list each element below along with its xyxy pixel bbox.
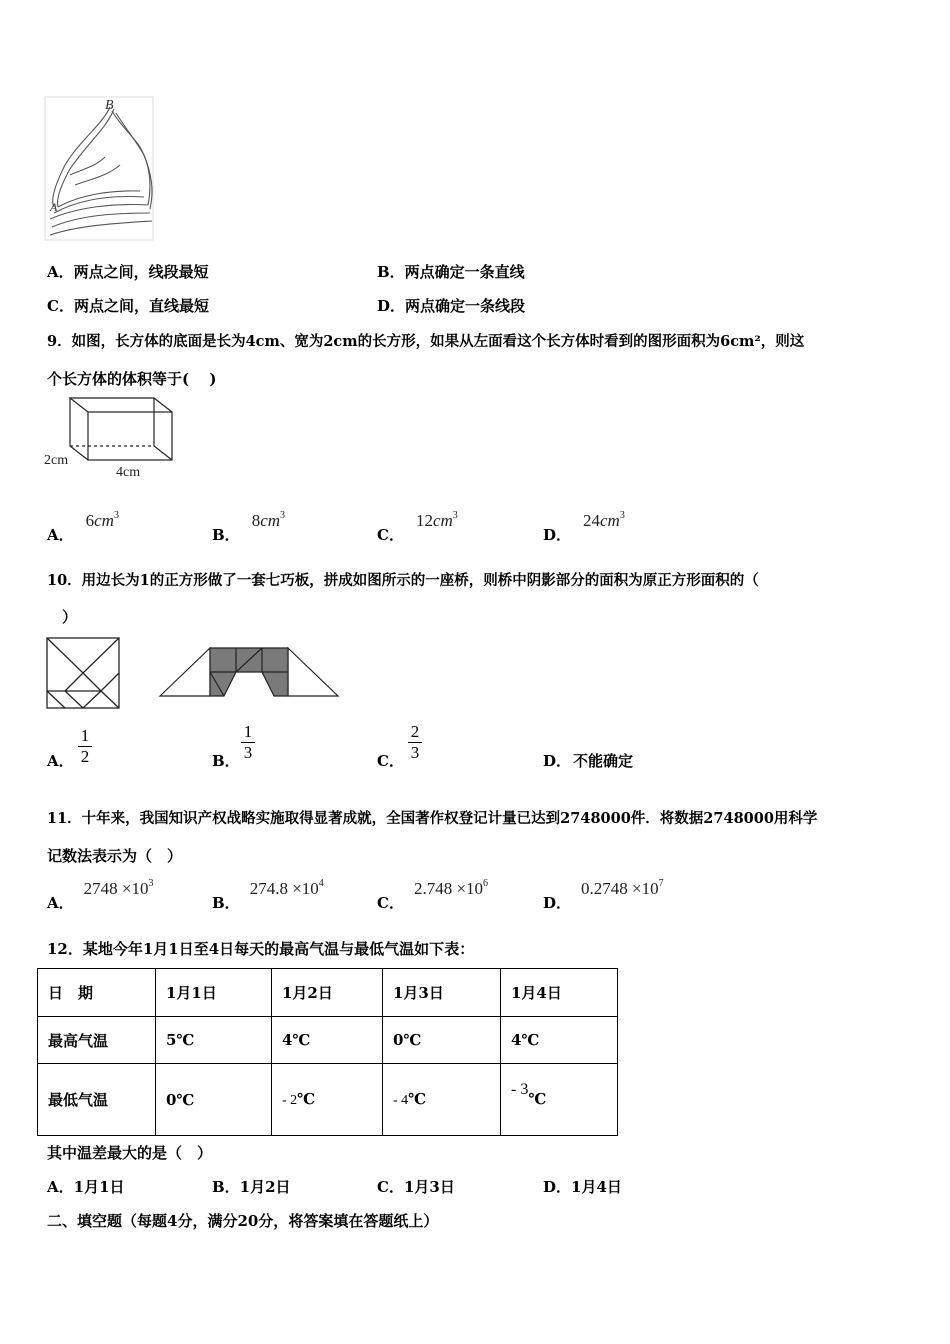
table-header-cell: 1月1日 — [156, 969, 272, 1017]
table-row — [38, 969, 618, 1017]
q8-option-b[interactable]: B．两点确定一条直线 — [377, 263, 525, 281]
table-row — [38, 1064, 618, 1136]
table-header-cell: 日 期 — [38, 969, 156, 1017]
q12-question: 其中温差最大的是（ ） — [47, 1144, 213, 1162]
q10-option-c[interactable]: C． 2 3 — [377, 722, 437, 772]
q12-stem: 12．某地今年1月1日至4日每天的最高气温与最低气温如下表： — [47, 940, 475, 958]
table-cell: 4℃ — [272, 1017, 383, 1064]
q11-stem-line1: 11．十年来，我国知识产权战略实施取得显著成就，全国著作权登记计量已达到2748000件．将数据2748000用科学 — [47, 810, 818, 827]
table-cell: - 4℃ — [383, 1064, 501, 1136]
table-cell: 最低气温 — [38, 1064, 156, 1136]
table-cell: 5℃ — [156, 1017, 272, 1064]
q12-option-b[interactable]: B．1月2日 — [212, 1178, 291, 1196]
table-header-cell: 1月4日 — [501, 969, 618, 1017]
table-cell: - 2℃ — [272, 1064, 383, 1136]
q11-option-c[interactable]: C．$2.748 \times 10^6$ — [377, 878, 489, 912]
q10-bridge-figure — [158, 644, 340, 700]
q12-option-d[interactable]: D．1月4日 — [543, 1178, 622, 1196]
q9-option-b[interactable]: B．$8cm^3$ — [212, 510, 286, 544]
table-cell: 0℃ — [156, 1064, 272, 1136]
temperature-table — [37, 968, 618, 1136]
q9-option-c[interactable]: C．$12cm^3$ — [377, 510, 458, 544]
q9-option-a[interactable]: A．$6cm^3$ — [47, 510, 119, 544]
q10-tangram-square — [46, 637, 122, 711]
q12-option-c[interactable]: C．1月3日 — [377, 1178, 455, 1196]
q11-option-d[interactable]: D．$0.2748 \times 10^7$ — [543, 878, 664, 912]
table-header-cell: 1月3日 — [383, 969, 501, 1017]
q10-option-d[interactable]: D． 不能确定 — [543, 752, 634, 770]
q8-option-c[interactable]: C．两点之间，直线最短 — [47, 297, 209, 315]
q8-label-b: B — [105, 98, 114, 113]
q9-option-d[interactable]: D．$24cm^3$ — [543, 510, 625, 544]
q9-label-width: 2cm — [44, 453, 69, 468]
q10-stem-line1: 10．用边长为1的正方形做了一套七巧板，拼成如图所示的一座桥，则桥中阴影部分的面积为原正方形面积的（ — [47, 572, 759, 589]
q9-cuboid-figure — [40, 392, 180, 482]
q8-label-a: A — [50, 200, 58, 214]
table-cell: 最高气温 — [38, 1017, 156, 1064]
q11-stem-line2: 记数法表示为（ ） — [47, 847, 183, 865]
table-cell: 4℃ — [501, 1017, 618, 1064]
table-header-cell: 1月2日 — [272, 969, 383, 1017]
table-cell: 0℃ — [383, 1017, 501, 1064]
q10-option-b[interactable]: B． 1 3 — [212, 722, 272, 772]
q11-option-a[interactable]: A．$2748 \times 10^3$ — [47, 878, 154, 912]
q8-figure — [40, 95, 160, 245]
q11-option-b[interactable]: B．$274.8 \times 10^4$ — [212, 878, 324, 912]
q9-stem-line2: 个长方体的体积等于( ) — [47, 370, 217, 388]
q8-option-a[interactable]: A．两点之间，线段最短 — [47, 263, 209, 281]
q8-option-d[interactable]: D．两点确定一条线段 — [377, 297, 526, 315]
section-2-heading: 二、填空题（每题4分，满分20分，将答案填在答题纸上） — [47, 1212, 439, 1230]
q10-option-a[interactable]: A． 1 2 — [47, 726, 107, 772]
q9-stem-line1: 9．如图，长方体的底面是长为4cm、宽为2cm的长方形，如果从左面看这个长方体时看到的图形面积为6cm²，则这 — [47, 333, 805, 350]
q10-stem-line2: ） — [47, 608, 78, 626]
table-row — [38, 1017, 618, 1064]
q12-option-a[interactable]: A．1月1日 — [47, 1178, 125, 1196]
q9-label-length: 4cm — [116, 465, 141, 480]
table-cell: - 3℃ — [501, 1064, 618, 1136]
